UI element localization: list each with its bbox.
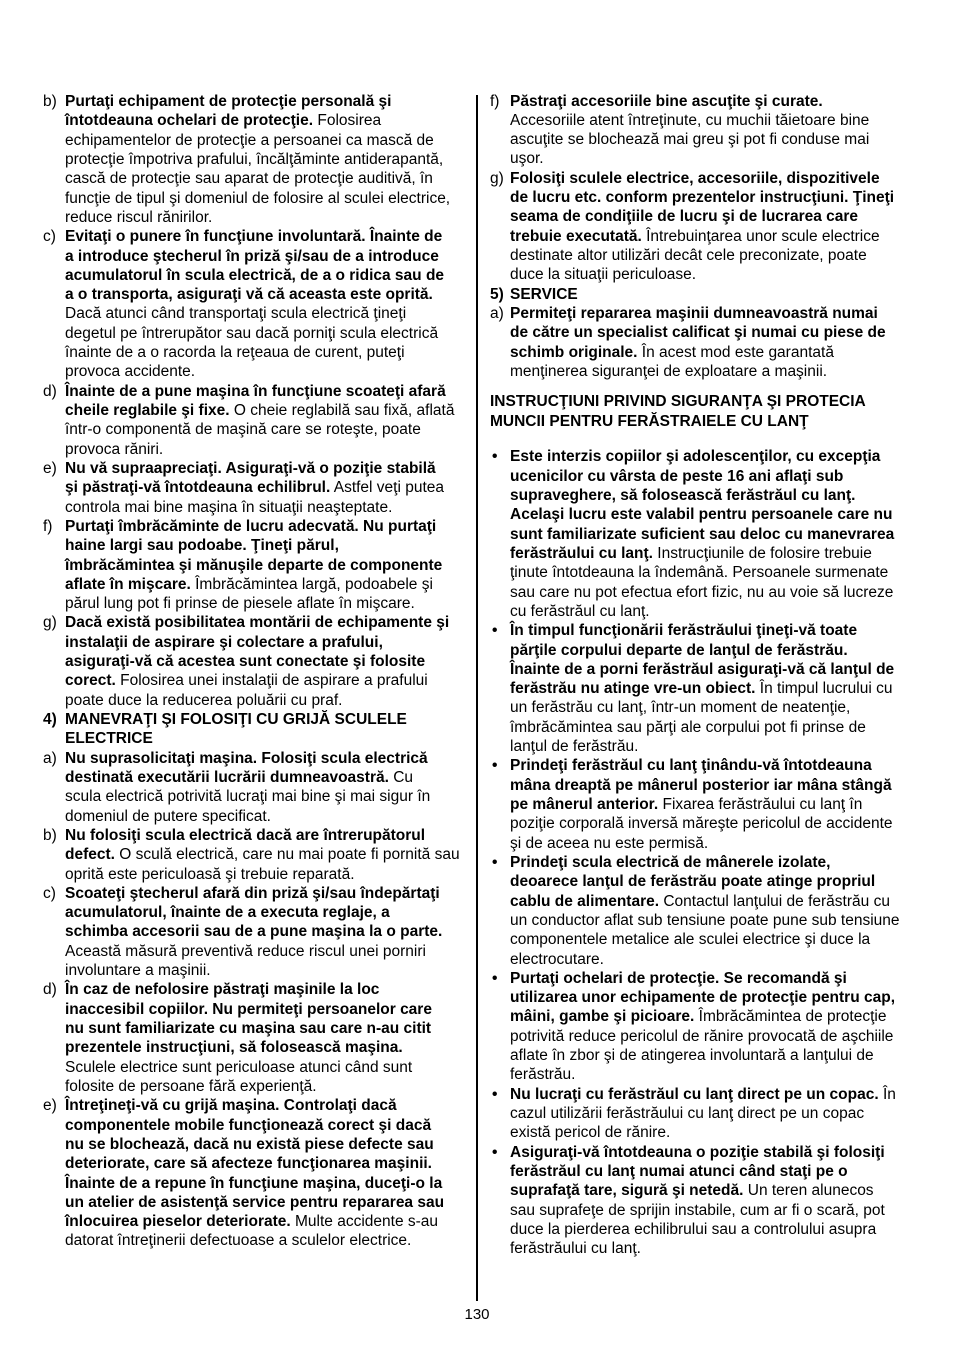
bullet-item <box>490 756 940 853</box>
bullet-item <box>490 1085 940 1143</box>
item-body <box>510 92 869 169</box>
section-title <box>510 285 578 304</box>
item-bold-text: Evitaţi o punere în funcţiune involuntară. Înainte de a introduce ştecherul în priză şi/sau de a introduce acumulatorul în scula electrică, de a o ridica sau de a o transporta, asiguraţi vă că aceasta este oprită. <box>65 228 445 304</box>
item-body <box>510 621 894 756</box>
item-label: g) <box>490 169 504 187</box>
item-body <box>510 304 886 381</box>
item-text: O cheie reglabilă sau fixă, aflată într-o componentă de maşină care se roteşte, poate provoca răniri. <box>65 402 455 458</box>
column-divider <box>476 95 478 1301</box>
item-body <box>65 459 444 517</box>
item-label: e) <box>43 459 57 477</box>
item-bold-text: Dacă există posibilitatea montării de echipamente şi instalaţii de aspirare şi colectare a prafului, asiguraţi-vă că acestea sunt conectate şi folosite corect. <box>65 614 450 690</box>
item-body <box>510 1143 885 1259</box>
item-text: Un teren alunecos sau suprafeţe de sprijin instabile, cum ar fi o scară, pot duce la pierderea echilibrului sau a controlului asupra ferăstrăului cu lanţ. <box>510 1182 885 1258</box>
bullet-icon: • <box>492 448 498 466</box>
instruction-item <box>43 980 468 1096</box>
item-body <box>65 1096 444 1251</box>
item-label: c) <box>43 228 56 246</box>
item-text: În acest mod este garantată menţinerea siguranţei de exploatare a maşinii. <box>510 343 834 380</box>
bullet-icon: • <box>492 969 498 987</box>
item-body <box>510 853 900 969</box>
chainsaw-safety-heading: INSTRUCŢIUNI PRIVIND SIGURANŢA ŞI PROTECIA MUNCII PENTRU FERĂSTRAIELE CU LANŢ <box>490 393 866 430</box>
item-text: Îmbrăcămintea de protecţie potrivită reduce pericolul de rănire provocată de aşchiile aflate în zbor şi de atingerea involuntară a lanţului de ferăstrău. <box>510 1008 894 1084</box>
item-text: Contactul lanţului de ferăstrău cu un conductor aflat sub tensiune poate pune sub tensiune componentele metalice ale sculei electrice şi duce la electrocutare. <box>510 892 900 968</box>
section-title <box>65 710 407 749</box>
item-bold-text: Purtaţi ochelari de protecţie. Se recomandă şi utilizarea unor echipamente de protecţie pentru cap, mâini, gambe şi picioare. <box>510 969 896 1026</box>
section-number: 4) <box>43 711 57 728</box>
item-text: Întrebuinţarea unor scule electrice destinate altor utilizări decât cele preconizate, poate duce la situaţii periculoase. <box>510 227 880 284</box>
item-label: a) <box>490 304 504 322</box>
item-body <box>510 756 893 853</box>
instruction-item <box>43 382 468 459</box>
item-body <box>510 969 895 1085</box>
item-bold-text: Nu vă supraapreciaţi. Asiguraţi-vă o poziţie stabilă şi păstraţi-vă întotdeauna echilibrul. <box>65 459 436 497</box>
item-bold-text: Este interzis copiilor şi adolescenţilor, cu excepţia ucenicilor cu vârsta de peste 16 ani aflaţi sub supraveghere, să folosească ferăstrăul cu lanţ. Acelaşi lucru este valabil pentru persoanele care nu sunt familiarizate suficient sau deloc cu manevrarea ferăstrăului cu lanţ. <box>510 448 895 562</box>
instruction-item <box>43 459 468 517</box>
item-bold-text: Înainte de a pune maşina în funcţiune scoateţi afară cheile reglabile şi fixe. <box>65 382 446 419</box>
instruction-item <box>43 227 468 382</box>
bullet-icon: • <box>492 622 498 640</box>
item-body <box>65 613 449 710</box>
item-text: În timpul lucrului cu un ferăstrău cu lanţ, într-un moment de neatenţie, îmbrăcămintea sau părţi ale corpului pot fi prinse de lanţul de ferăstrău. <box>510 680 893 756</box>
instruction-item <box>43 749 468 826</box>
section-title-text: MANEVRAŢI ŞI FOLOSIŢI CU GRIJĂ SCULELE ELECTRICE <box>65 711 407 748</box>
instruction-item <box>43 884 468 981</box>
item-text: O sculă electrică, care nu mai poate fi pornită sau oprită este periculoasă şi trebuie reparată. <box>65 846 460 883</box>
item-body <box>65 980 432 1096</box>
bullet-item <box>490 447 940 621</box>
item-text: Multe accidente s-au datorat întreţinerii defectuoase a sculelor electrice. <box>65 1213 439 1250</box>
item-bold-text: Nu folosiţi scula electrică dacă are întrerupătorul defect. <box>65 826 426 864</box>
item-label: f) <box>43 517 53 535</box>
item-body <box>65 749 430 826</box>
item-label: b) <box>43 826 57 844</box>
item-bold-text: Prindeţi ferăstrăul cu lanţ ţinându-vă întotdeauna mâna dreaptă pe mânerul posterior iar mâna stângă pe mânerul anterior. <box>510 757 892 814</box>
item-text: Folosirea echipamentelor de protecţie a persoanei ca mască de protecţie împotriva prafului, încălţăminte antiderapantă, cască de protecţie sau aparat de protecţie auditivă, în funcţie de tipul şi domeniul de folosire al sculei electrice, reduce riscul rănirilor. <box>65 112 451 226</box>
item-bold-text: Întreţineţi-vă cu grijă maşina. Controlaţi dacă componentele mobile funcţionează corect şi dacă nu se blochează, dacă nu există piese defecte sau deteriorate, care să afecteze funcţionarea maşinii. Înainte de a repune în funcţiune maşina, duceţi-o la un atelier de asistenţă service pentru repararea sau înlocuirea pieselor deteriorate. <box>65 1097 445 1231</box>
bullet-icon: • <box>492 1085 498 1103</box>
item-label: d) <box>43 382 57 400</box>
item-bold-text: Păstraţi accesoriile bine ascuţite şi curate. <box>510 92 823 110</box>
item-text: Dacă atunci când transportaţi scula electrică ţineţi degetul pe întrerupător sau dacă porniţi scula electrică înainte de a o racorda la reţeaua de curent, puteţi provoca accidente. <box>65 305 439 381</box>
item-body <box>510 169 894 285</box>
item-bold-text: În timpul funcţionării ferăstrăului ţineţi-vă toate părţile corpului departe de lanţul de ferăstrău. Înainte de a porni ferăstrăul asiguraţi-vă că lanţul de ferăstrău nu atinge vre-un obiect. <box>510 622 895 698</box>
section-heading <box>43 710 468 749</box>
chainsaw-safety-list <box>490 447 940 1258</box>
instruction-item <box>490 169 940 285</box>
page-number: 130 <box>464 1306 490 1323</box>
left-column <box>43 92 468 1251</box>
right-column <box>490 92 940 1259</box>
section-title-text: SERVICE <box>510 285 578 303</box>
instruction-item <box>43 1096 468 1251</box>
bullet-icon: • <box>492 757 498 775</box>
item-body <box>65 227 444 382</box>
item-body <box>510 447 894 621</box>
item-text: Accesoriile atent întreţinute, cu muchii tăietoare bine ascuţite se blochează mai greu şi pot fi conduse mai uşor. <box>510 111 870 168</box>
instruction-item <box>490 304 940 381</box>
item-bold-text: În caz de nefolosire păstraţi maşinile la loc inaccesibil copiilor. Nu permiteţi persoanelor care nu sunt familiarizate cu maşina sau care n-au citit prezentele instrucţiuni, să folosească maşina. <box>65 981 432 1057</box>
item-body <box>65 826 460 884</box>
bullet-icon: • <box>492 1143 498 1161</box>
item-text: Astfel veţi putea controla mai bine maşina în situaţii neaşteptate. <box>65 479 445 516</box>
item-body <box>65 884 442 981</box>
item-label: e) <box>43 1097 57 1115</box>
bullet-item <box>490 1143 940 1259</box>
item-label: b) <box>43 93 57 110</box>
item-body <box>65 92 450 227</box>
item-bold-text: Scoateţi ştecherul afară din priză şi/sau îndepărtaţi acumulatorul, înainte de a executa reglaje, a schimba accesorii sau de a pune maşina la o parte. <box>65 884 443 941</box>
item-text: Sculele electrice sunt periculoase atunci când sunt folosite de persoane fără experienţă. <box>65 1058 413 1095</box>
item-label: f) <box>490 92 500 110</box>
instruction-item <box>43 517 468 614</box>
section-number: 5) <box>490 285 504 303</box>
bullet-item <box>490 969 940 1085</box>
section-heading <box>490 285 940 304</box>
instruction-item <box>43 826 468 884</box>
instruction-item <box>43 613 468 710</box>
item-body <box>510 1085 896 1143</box>
item-body <box>65 382 454 459</box>
item-bold-text: Nu suprasolicitaţi maşina. Folosiţi scula electrică destinată executării lucrării dumneavoastră. <box>65 749 428 786</box>
bullet-item <box>490 621 940 756</box>
item-bold-text: Permiteţi repararea maşinii dumneavoastră numai de către un specialist calificat şi numai cu piese de schimb originale. <box>510 304 886 361</box>
instruction-item <box>43 92 468 227</box>
item-text: Această măsură preventivă reduce riscul unei porniri involuntare a maşinii. <box>65 942 426 980</box>
item-label: d) <box>43 981 57 999</box>
item-text: Cu scula electrică potrivită lucraţi mai bine şi mai sigur în domeniul de putere specificat. <box>65 768 431 825</box>
instruction-item <box>490 92 940 169</box>
item-bold-text: Purtaţi echipament de protecţie personală şi întotdeauna ochelari de protecţie. <box>65 93 392 130</box>
item-bold-text: Nu lucraţi cu ferăstrăul cu lanţ direct pe un copac. <box>510 1085 879 1103</box>
item-body <box>65 517 442 614</box>
item-label: c) <box>43 884 56 902</box>
item-bold-text: Asiguraţi-vă întotdeauna o poziţie stabilă şi folosiţi ferăstrăul cu lanţ numai atunci când staţi pe o suprafaţă tare, sigură şi netedă. <box>510 1143 885 1200</box>
item-label: g) <box>43 614 57 632</box>
bullet-icon: • <box>492 853 498 871</box>
item-bold-text: Folosiţi sculele electrice, accesoriile, dispozitivele de lucru etc. conform prezentelor instrucţiuni. Ţineţi seama de condiţiile de lucru şi de lucrarea care trebuie executată. <box>510 169 895 245</box>
bullet-item <box>490 853 940 969</box>
item-bold-text: Prindeţi scula electrică de mânerele izolate, deoarece lanţul de ferăstrău poate atinge propriul cablu de alimentare. <box>510 853 876 910</box>
item-text: Instrucţiunile de folosire trebuie ţinute întotdeauna la îndemână. Persoanele surmenate sau care nu pot efectua efort fizic, nu au voie să lucreze cu ferăstrăul cu lanţ. <box>510 544 894 620</box>
item-bold-text: Purtaţi îmbrăcăminte de lucru adecvată. Nu purtaţi haine largi sau podoabe. Ţineţi părul, îmbrăcămintea şi mănuşile departe de componente aflate în mişcare. <box>65 517 443 593</box>
item-text: Îmbrăcămintea largă, podoabele şi părul lung pot fi prinse de piesele aflate în mişcare. <box>65 575 433 613</box>
item-label: a) <box>43 749 57 767</box>
item-text: Fixarea ferăstrăului cu lanţ în poziţie corporală inversă măreşte pericolul de accidente şi de aceea nu este permisă. <box>510 796 893 852</box>
item-text: Folosirea unei instalaţii de aspirare a prafului poate duce la reducerea poluării cu praf. <box>65 672 428 709</box>
item-text: În cazul utilizării ferăstrăului cu lanţ direct pe un copac există pericol de rănire. <box>510 1085 896 1142</box>
